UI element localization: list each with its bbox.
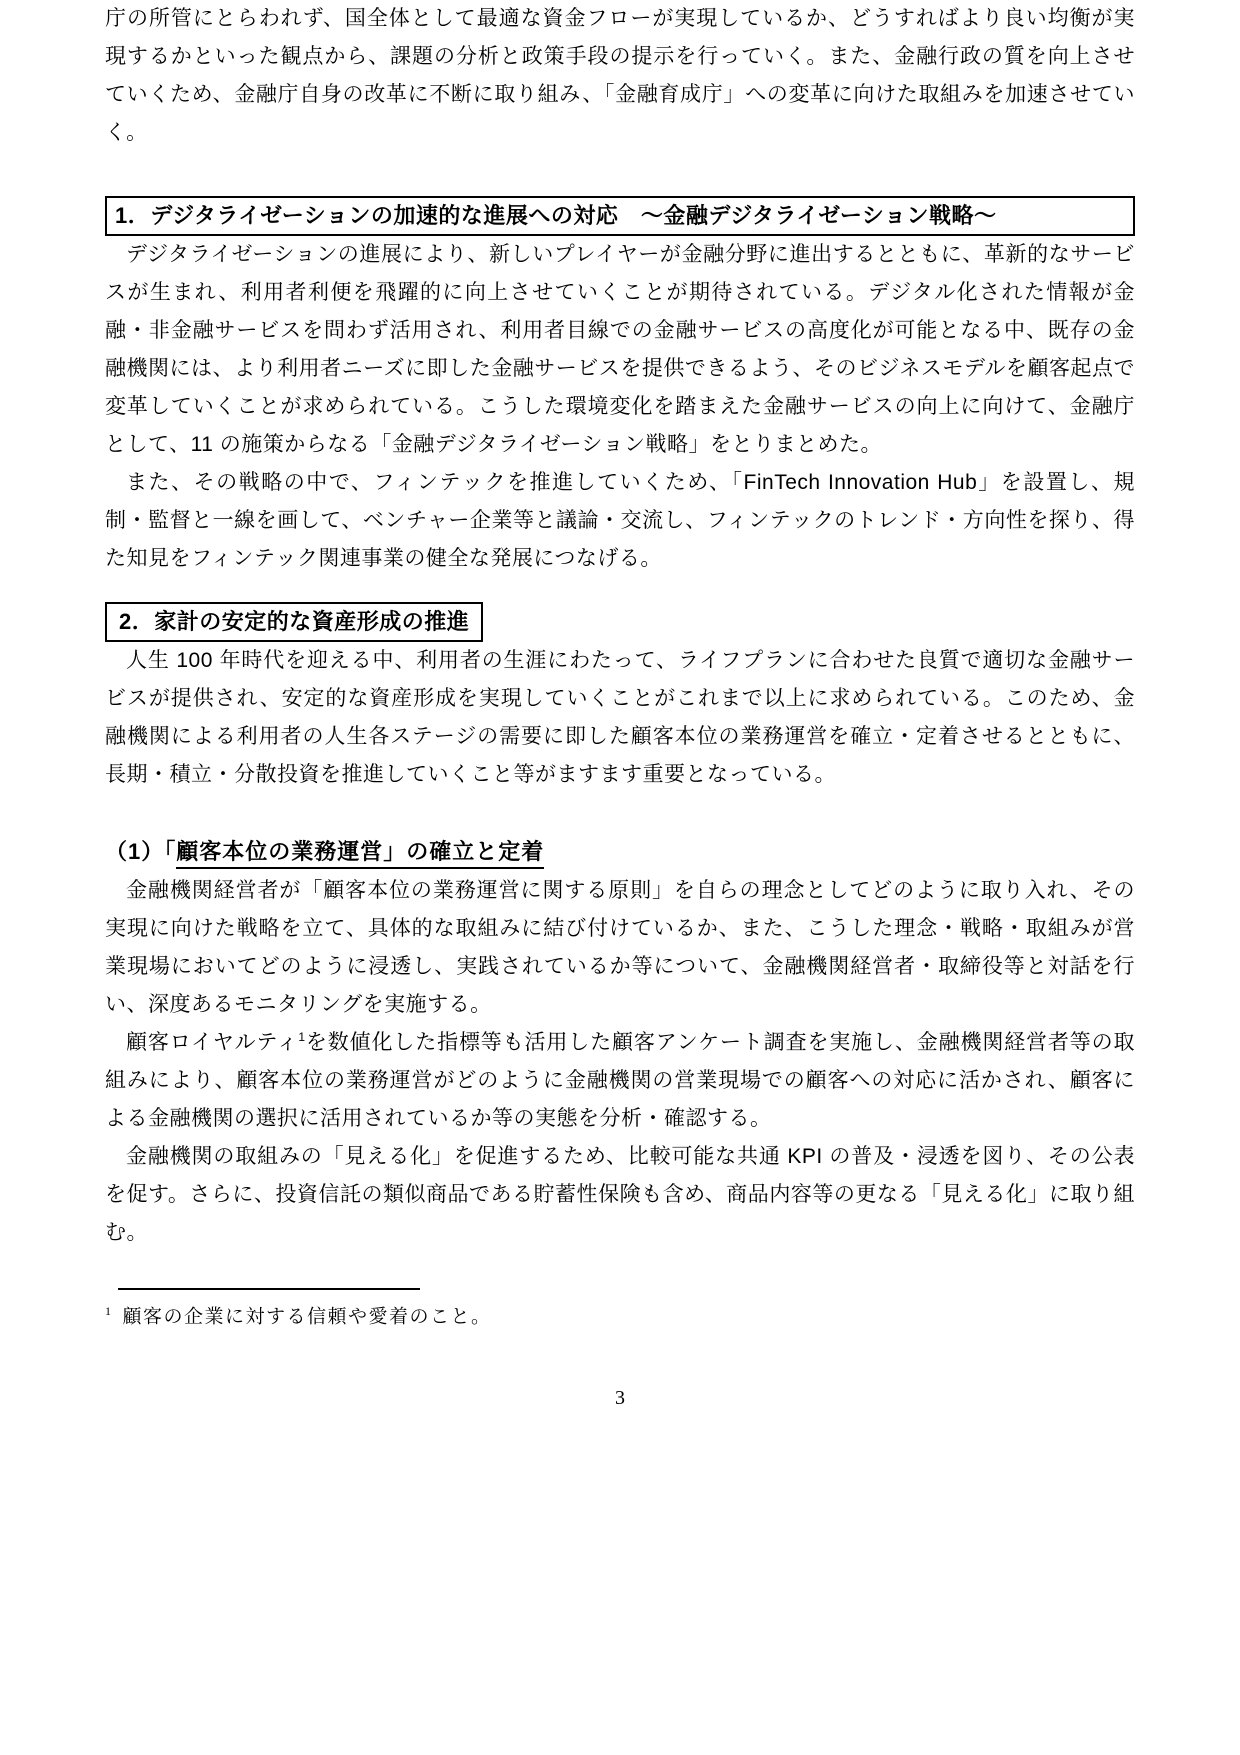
- intro-paragraph: 庁の所管にとらわれず、国全体として最適な資金フローが実現しているか、どうすればより良い均衡が実現するかといった観点から、課題の分析と政策手段の提示を行っていく。また、金融行政の質を向上させていくため、金融庁自身の改革に不断に取り組み、「金融育成庁」への変革に向けた取組みを加速させていく。: [105, 7, 1135, 144]
- footnote-area: [105, 1288, 1135, 1332]
- paragraph-text-before-footnote-ref: 顧客ロイヤルティ: [126, 1031, 299, 1054]
- subsection-1-paragraph-1: 金融機関経営者が「顧客本位の業務運営に関する原則」を自らの理念としてどのように取り入れ、その実現に向けた戦略を立て、具体的な取組みに結び付けているか、また、こうした理念・戦略・取組みが営業現場においてどのように浸透し、実践されているか等について、金融機関経営者・取締役等と対話を行い、深度あるモニタリングを実施する。: [105, 879, 1135, 1016]
- page-content: [105, 0, 1135, 1412]
- subsection-1-paragraph-3: 金融機関の取組みの「見える化」を促進するため、比較可能な共通 KPI の普及・浸透を図り、その公表を促す。さらに、投資信託の類似商品である貯蓄性保険も含め、商品内容等の更なる「見える化」に取り組む。: [105, 1145, 1135, 1244]
- footnote-1: [105, 1296, 1135, 1332]
- subsection-1-heading-underlined: 顧客本位の業務運営」の確立と定着: [176, 839, 544, 869]
- section-1-paragraph-2: また、その戦略の中で、フィンテックを推進していくため、「FinTech Innovation Hub」を設置し、規制・監督と一線を画して、ベンチャー企業等と議論・交流し、フィンテックのトレンド・方向性を探り、得た知見をフィンテック関連事業の健全な発展につなげる。: [105, 471, 1135, 570]
- footnote-separator-rule: [118, 1288, 420, 1290]
- section-1-heading-box: 1．デジタライゼーションの加速的な進展への対応 ～金融デジタライゼーション戦略～: [105, 196, 1135, 236]
- section-2-heading-box: 2．家計の安定的な資産形成の推進: [105, 602, 483, 642]
- paragraph-text-after-footnote-ref: を数値化した指標等も活用した顧客アンケート調査を実施し、金融機関経営者等の取組みにより、顧客本位の業務運営がどのように金融機関の営業現場での顧客への対応に活かされ、顧客による金融機関の選択に活用されているか等の実態を分析・確認する。: [105, 1031, 1135, 1130]
- page-number: 3: [615, 1387, 625, 1410]
- footnote-ref-1: 1: [298, 1030, 306, 1044]
- footnote-1-marker: 1: [105, 1304, 113, 1318]
- subsection-1-heading-prefix: （1）「: [105, 839, 177, 864]
- section-1-paragraph-1: デジタライゼーションの進展により、新しいプレイヤーが金融分野に進出するとともに、革新的なサービスが生まれ、利用者利便を飛躍的に向上させていくことが期待されている。デジタル化された情報が金融・非金融サービスを問わず活用され、利用者目線での金融サービスの高度化が可能となる中、既存の金融機関には、より利用者ニーズに即した金融サービスを提供できるよう、そのビジネスモデルを顧客起点で変革していくことが求められている。こうした環境変化を踏まえた金融サービスの向上に向けて、金融庁として、11 の施策からなる「金融デジタライゼーション戦略」をとりまとめた。: [105, 243, 1135, 456]
- section-2-paragraph-1: 人生 100 年時代を迎える中、利用者の生涯にわたって、ライフプランに合わせた良質で適切な金融サービスが提供され、安定的な資産形成を実現していくことがこれまで以上に求められている。このため、金融機関による利用者の人生各ステージの需要に即した顧客本位の業務運営を確立・定着させるとともに、長期・積立・分散投資を推進していくこと等がますます重要となっている。: [105, 649, 1135, 786]
- footnote-1-text: 顧客の企業に対する信頼や愛着のこと。: [122, 1306, 492, 1328]
- subsection-1-heading: [105, 832, 1135, 872]
- subsection-1-paragraph-2: [105, 1024, 1135, 1138]
